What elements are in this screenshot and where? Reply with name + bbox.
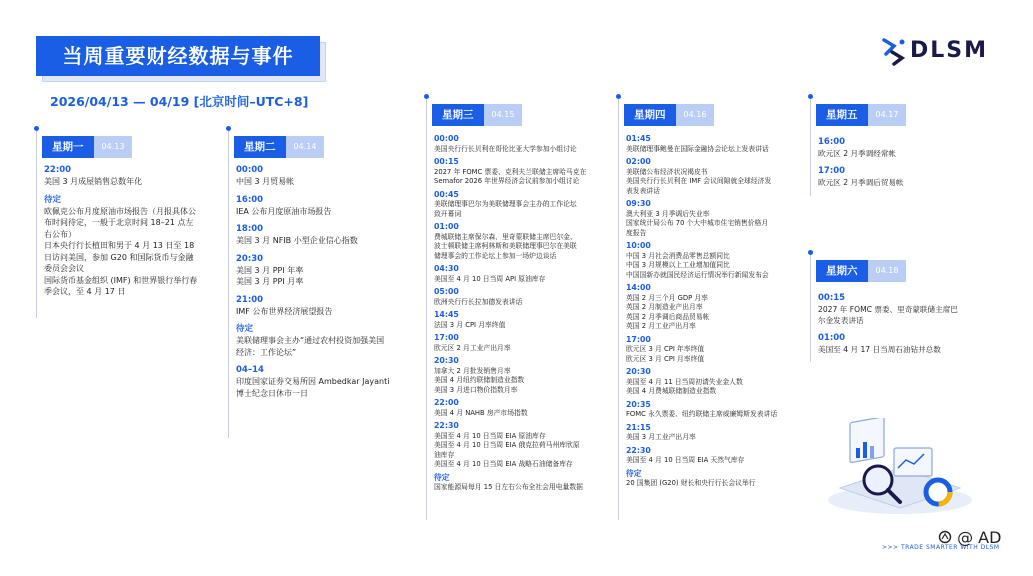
- event-text: 美国 3 月成屋销售总数年化: [44, 177, 143, 186]
- event-text: 美国至 4 月 17 日当周石油钻井总数: [818, 345, 941, 354]
- event-time: 17:00: [434, 333, 459, 342]
- event-time: 01:45: [626, 134, 651, 143]
- day-date: 04.17: [868, 104, 907, 126]
- event-text: 美国至 4 月 11 日当周初请失业金人数: [626, 377, 743, 386]
- event-text: 美联储公布经济状况褐皮书: [626, 167, 708, 176]
- column-line: [426, 96, 427, 520]
- event-text: 美国央行行长贝利在哥伦比亚大学参加小组讨论: [434, 144, 577, 153]
- column-line: [36, 128, 37, 318]
- column-dot: [808, 250, 813, 255]
- tagline: >>> TRADE SMARTER WITH DLSM: [882, 544, 1000, 551]
- event-item: [236, 294, 389, 318]
- day-date: 04.15: [484, 104, 523, 126]
- event-text: 美国 4 月费城联储制造业指数: [626, 387, 717, 395]
- event-time: 02:00: [626, 157, 651, 166]
- event-text: 美联储理事鲍曼在国际金融协会论坛上发表讲话: [626, 144, 769, 153]
- event-item: [626, 367, 777, 397]
- event-text: 欧元区 3 月 CPI 年率终值: [626, 345, 705, 353]
- event-time: 00:15: [818, 293, 846, 303]
- event-text: 美国 4 月纽约联储制造业指数: [434, 376, 525, 384]
- event-item: [44, 164, 197, 188]
- event-time: 05:00: [434, 287, 459, 296]
- event-item: [626, 199, 777, 238]
- event-text: 国家能源局每月 15 日左右公布全社会用电量数据: [434, 483, 583, 491]
- event-time: 22:30: [626, 445, 651, 455]
- column-line: [810, 96, 811, 196]
- event-item: [434, 310, 586, 330]
- event-text: 委员会会议: [44, 264, 84, 273]
- event-item: [818, 165, 904, 188]
- event-text: 季会议，至 4 月 17 日: [44, 287, 126, 296]
- watermark: [938, 528, 1001, 547]
- event-text: 中国 3 月贸易帐: [236, 177, 295, 186]
- event-time: 待定: [626, 468, 642, 478]
- event-time: 04–14: [236, 365, 264, 375]
- column-dot: [34, 126, 39, 131]
- day-header: [816, 260, 906, 282]
- page-title: 当周重要财经数据与事件: [36, 36, 320, 76]
- event-text: 经济：工作论坛”: [236, 347, 297, 357]
- event-text: IMF 公布世界经济展望报告: [236, 306, 333, 316]
- event-time: 16:00: [818, 137, 846, 147]
- event-time: 04:30: [434, 264, 459, 273]
- event-item: [434, 134, 586, 154]
- event-time: 16:00: [236, 194, 264, 205]
- day-header: [432, 104, 522, 126]
- event-time: 00:15: [434, 157, 459, 166]
- logo-mark-icon: [880, 36, 908, 66]
- event-text: 美国 3 月 PPI 年率: [236, 265, 304, 275]
- event-time: 17:00: [626, 334, 651, 344]
- event-item: [626, 446, 777, 466]
- event-item: [434, 473, 586, 493]
- event-text: 右公布）: [44, 229, 76, 239]
- analytics-illustration: [820, 418, 980, 518]
- event-text: 波士顿联储主席柯林斯和美联储理事巴尔在美联: [434, 242, 577, 250]
- day-column-tuesday: [228, 128, 418, 438]
- event-time: 00:45: [434, 189, 459, 199]
- event-time: 待定: [434, 472, 450, 482]
- event-text: 美国至 4 月 10 日当周 EIA 俄克拉荷马州库欣原: [434, 441, 580, 449]
- event-time: 20:30: [626, 367, 651, 376]
- day-date: 04.14: [286, 136, 325, 158]
- event-time: 09:30: [626, 199, 651, 208]
- day-date: 04.16: [676, 104, 715, 126]
- logo-text: DLSM: [910, 38, 989, 63]
- event-item: [434, 333, 586, 353]
- column-dot: [424, 94, 429, 99]
- event-text: 加拿大 2 月批发销售月率: [434, 366, 511, 375]
- event-text: 英国 2 月工业产出月率: [626, 322, 696, 330]
- event-text: 欧元区 2 月季调后贸易帐: [818, 178, 904, 187]
- event-list: [44, 164, 197, 304]
- event-text: 美联储理事会主办“通过农村投资加强美国: [236, 336, 385, 345]
- event-text: FOMC 永久票委、纽约联储主席威廉姆斯发表讲话: [626, 410, 778, 418]
- event-time: 14:00: [626, 283, 651, 292]
- event-item: [818, 292, 958, 326]
- event-text: 国家统计局公布 70 个大中城市住宅销售价格月: [626, 219, 769, 227]
- event-item: [626, 400, 777, 420]
- event-time: 01:00: [434, 222, 459, 231]
- event-text: 欧佩克公布月度原油市场报告（月报具体公: [44, 206, 196, 216]
- event-text: 欧元区 3 月 CPI 月率终值: [626, 354, 705, 363]
- event-text: 美国 4 月 NAHB 房产市场指数: [434, 408, 528, 417]
- day-column-saturday: [810, 252, 1010, 362]
- day-column-friday: [810, 96, 1010, 196]
- event-time: 00:00: [236, 165, 264, 175]
- event-text: 欧元区 2 月季调经常帐: [818, 149, 897, 158]
- day-name: 星期五: [816, 104, 868, 126]
- event-text: 法国 3 月 CPI 月率终值: [434, 320, 506, 329]
- event-time: 21:00: [236, 294, 264, 305]
- event-text: 欧洲央行行长拉加德发表讲话: [434, 297, 523, 306]
- event-list: [236, 164, 389, 405]
- day-name: 星期二: [234, 136, 286, 158]
- event-text: 博士纪念日休市一日: [236, 388, 308, 398]
- day-name: 星期一: [42, 136, 94, 158]
- day-date: 04.13: [94, 136, 133, 158]
- day-name: 星期六: [816, 260, 868, 282]
- event-item: [626, 423, 777, 443]
- event-item: [434, 264, 586, 284]
- event-item: [434, 398, 586, 418]
- event-text: 美国 3 月进口物价指数月率: [434, 385, 518, 394]
- event-text: 日本央行行长植田和男于 4 月 13 日至 18: [44, 241, 195, 250]
- event-text: 英国 2 月季调后商品贸易帐: [626, 312, 710, 321]
- event-list: [818, 292, 958, 361]
- event-time: 22:30: [434, 421, 459, 430]
- event-text: 尔金发表讲话: [818, 316, 864, 325]
- event-text: 20 国集团 (G20) 财长和央行行长会议举行: [626, 479, 756, 487]
- column-dot: [226, 126, 231, 131]
- column-dot: [808, 94, 813, 99]
- event-item: [626, 283, 777, 332]
- event-text: 美联储理事巴尔为美联储理事会主办的工作论坛: [434, 200, 577, 208]
- event-text: 美国至 4 月 10 日当周 EIA 战略石油储备库存: [434, 460, 573, 468]
- event-text: 澳大利亚 3 月季调后失业率: [626, 209, 710, 218]
- event-item: [626, 157, 777, 196]
- event-item: [818, 136, 904, 159]
- event-item: [434, 421, 586, 470]
- event-time: 21:15: [626, 422, 651, 432]
- event-time: 18:00: [236, 224, 264, 234]
- event-item: [434, 287, 586, 307]
- event-text: 欧元区 2 月工业产出月率: [434, 343, 511, 352]
- day-header: [816, 104, 906, 126]
- event-text: 美国央行行长贝利在 IMF 会议间隙就全球经济发: [626, 177, 772, 185]
- brand-logo: [880, 34, 990, 70]
- event-item: [626, 134, 777, 154]
- day-header: [234, 136, 324, 158]
- event-time: 10:00: [626, 241, 651, 250]
- watermark-icon: [938, 530, 952, 544]
- event-text: 度报告: [626, 228, 647, 237]
- day-header: [42, 136, 132, 158]
- day-name: 星期四: [624, 104, 676, 126]
- event-text: 美国 3 月 PPI 月率: [236, 277, 304, 286]
- event-item: [44, 194, 197, 298]
- event-text: 国际货币基金组织 (IMF) 和世界银行举行春: [44, 275, 198, 285]
- event-item: [236, 194, 389, 218]
- event-item: [236, 223, 389, 247]
- event-item: [434, 222, 586, 261]
- event-time: 01:00: [818, 333, 846, 343]
- event-item: [626, 335, 777, 365]
- event-item: [236, 164, 389, 188]
- event-text: 油库存: [434, 450, 455, 459]
- event-text: 日访问美国，参加 G20 和国际货币与金融: [44, 252, 194, 262]
- event-text: 印度国家证券交易所因 Ambedkar Jayanti: [236, 377, 390, 386]
- day-column-wednesday: [426, 96, 612, 520]
- column-line: [618, 96, 619, 520]
- event-text: 中国国新办就国民经济运行情况举行新闻发布会: [626, 270, 769, 279]
- event-text: 美国至 4 月 10 日当周 API 原油库存: [434, 274, 546, 283]
- event-text: 2027 年 FOMC 票委、里奇蒙联储主席巴: [818, 305, 958, 314]
- event-item: [434, 157, 586, 187]
- event-list: [818, 136, 904, 194]
- event-time: 20:30: [434, 356, 459, 365]
- event-text: IEA 公布月度原油市场报告: [236, 206, 332, 216]
- column-dot: [616, 94, 621, 99]
- event-list: [626, 134, 777, 492]
- date-range: 2026/04/13 — 04/19 [北京时间–UTC+8]: [50, 94, 309, 109]
- event-text: 英国 2 月三个月 GDP 月率: [626, 293, 708, 302]
- day-date: 04.18: [868, 260, 907, 282]
- day-column-monday: [36, 128, 226, 318]
- event-text: 美国 3 月 NFIB 小型企业信心指数: [236, 236, 358, 245]
- day-column-thursday: [618, 96, 804, 520]
- event-item: [434, 190, 586, 220]
- event-time: 20:30: [236, 253, 264, 264]
- day-header: [624, 104, 714, 126]
- day-name: 星期三: [432, 104, 484, 126]
- event-time: 00:00: [434, 134, 459, 143]
- event-time: 22:00: [434, 398, 459, 407]
- event-text: 布时间待定，一般于北京时间 18–21 点左: [44, 218, 194, 227]
- event-text: 中国 3 月规模以上工业增加值同比: [626, 261, 730, 269]
- event-time: 22:00: [44, 165, 72, 175]
- event-item: [236, 253, 389, 288]
- event-time: 待定: [236, 324, 254, 334]
- event-time: 待定: [44, 194, 62, 205]
- event-text: 美国至 4 月 10 日当周 EIA 天然气库存: [626, 456, 745, 464]
- event-text: 中国 3 月社会消费品零售总额同比: [626, 251, 730, 260]
- event-item: [236, 323, 389, 358]
- event-item: [626, 469, 777, 489]
- event-text: 费城联储主席保尔森、里奇蒙联储主席巴尔金、: [434, 232, 577, 241]
- event-text: 美国至 4 月 10 日当周 EIA 原油库存: [434, 431, 546, 440]
- event-item: [626, 241, 777, 280]
- column-line: [228, 128, 229, 438]
- event-text: 2027 年 FOMC 票委、克利夫兰联储主席哈马克在: [434, 167, 587, 176]
- column-line: [810, 252, 811, 362]
- event-list: [434, 134, 586, 496]
- event-text: 表发表讲话: [626, 186, 660, 195]
- event-time: 14:45: [434, 310, 459, 319]
- event-item: [818, 332, 958, 355]
- event-time: 20:35: [626, 399, 651, 409]
- event-text: 致开幕词: [434, 209, 462, 218]
- event-item: [236, 364, 389, 399]
- event-text: Semafor 2026 年世界经济会议前参加小组讨论: [434, 177, 580, 185]
- event-text: 英国 2 月制造业产出月率: [626, 303, 703, 311]
- event-text: 储理事会的工作论坛上参加一场炉边谈话: [434, 251, 557, 260]
- title-banner: [36, 36, 326, 82]
- watermark-text: @ AD: [957, 528, 1002, 547]
- event-time: 17:00: [818, 166, 846, 176]
- event-text: 美国 3 月工业产出月率: [626, 433, 696, 441]
- event-item: [434, 356, 586, 395]
